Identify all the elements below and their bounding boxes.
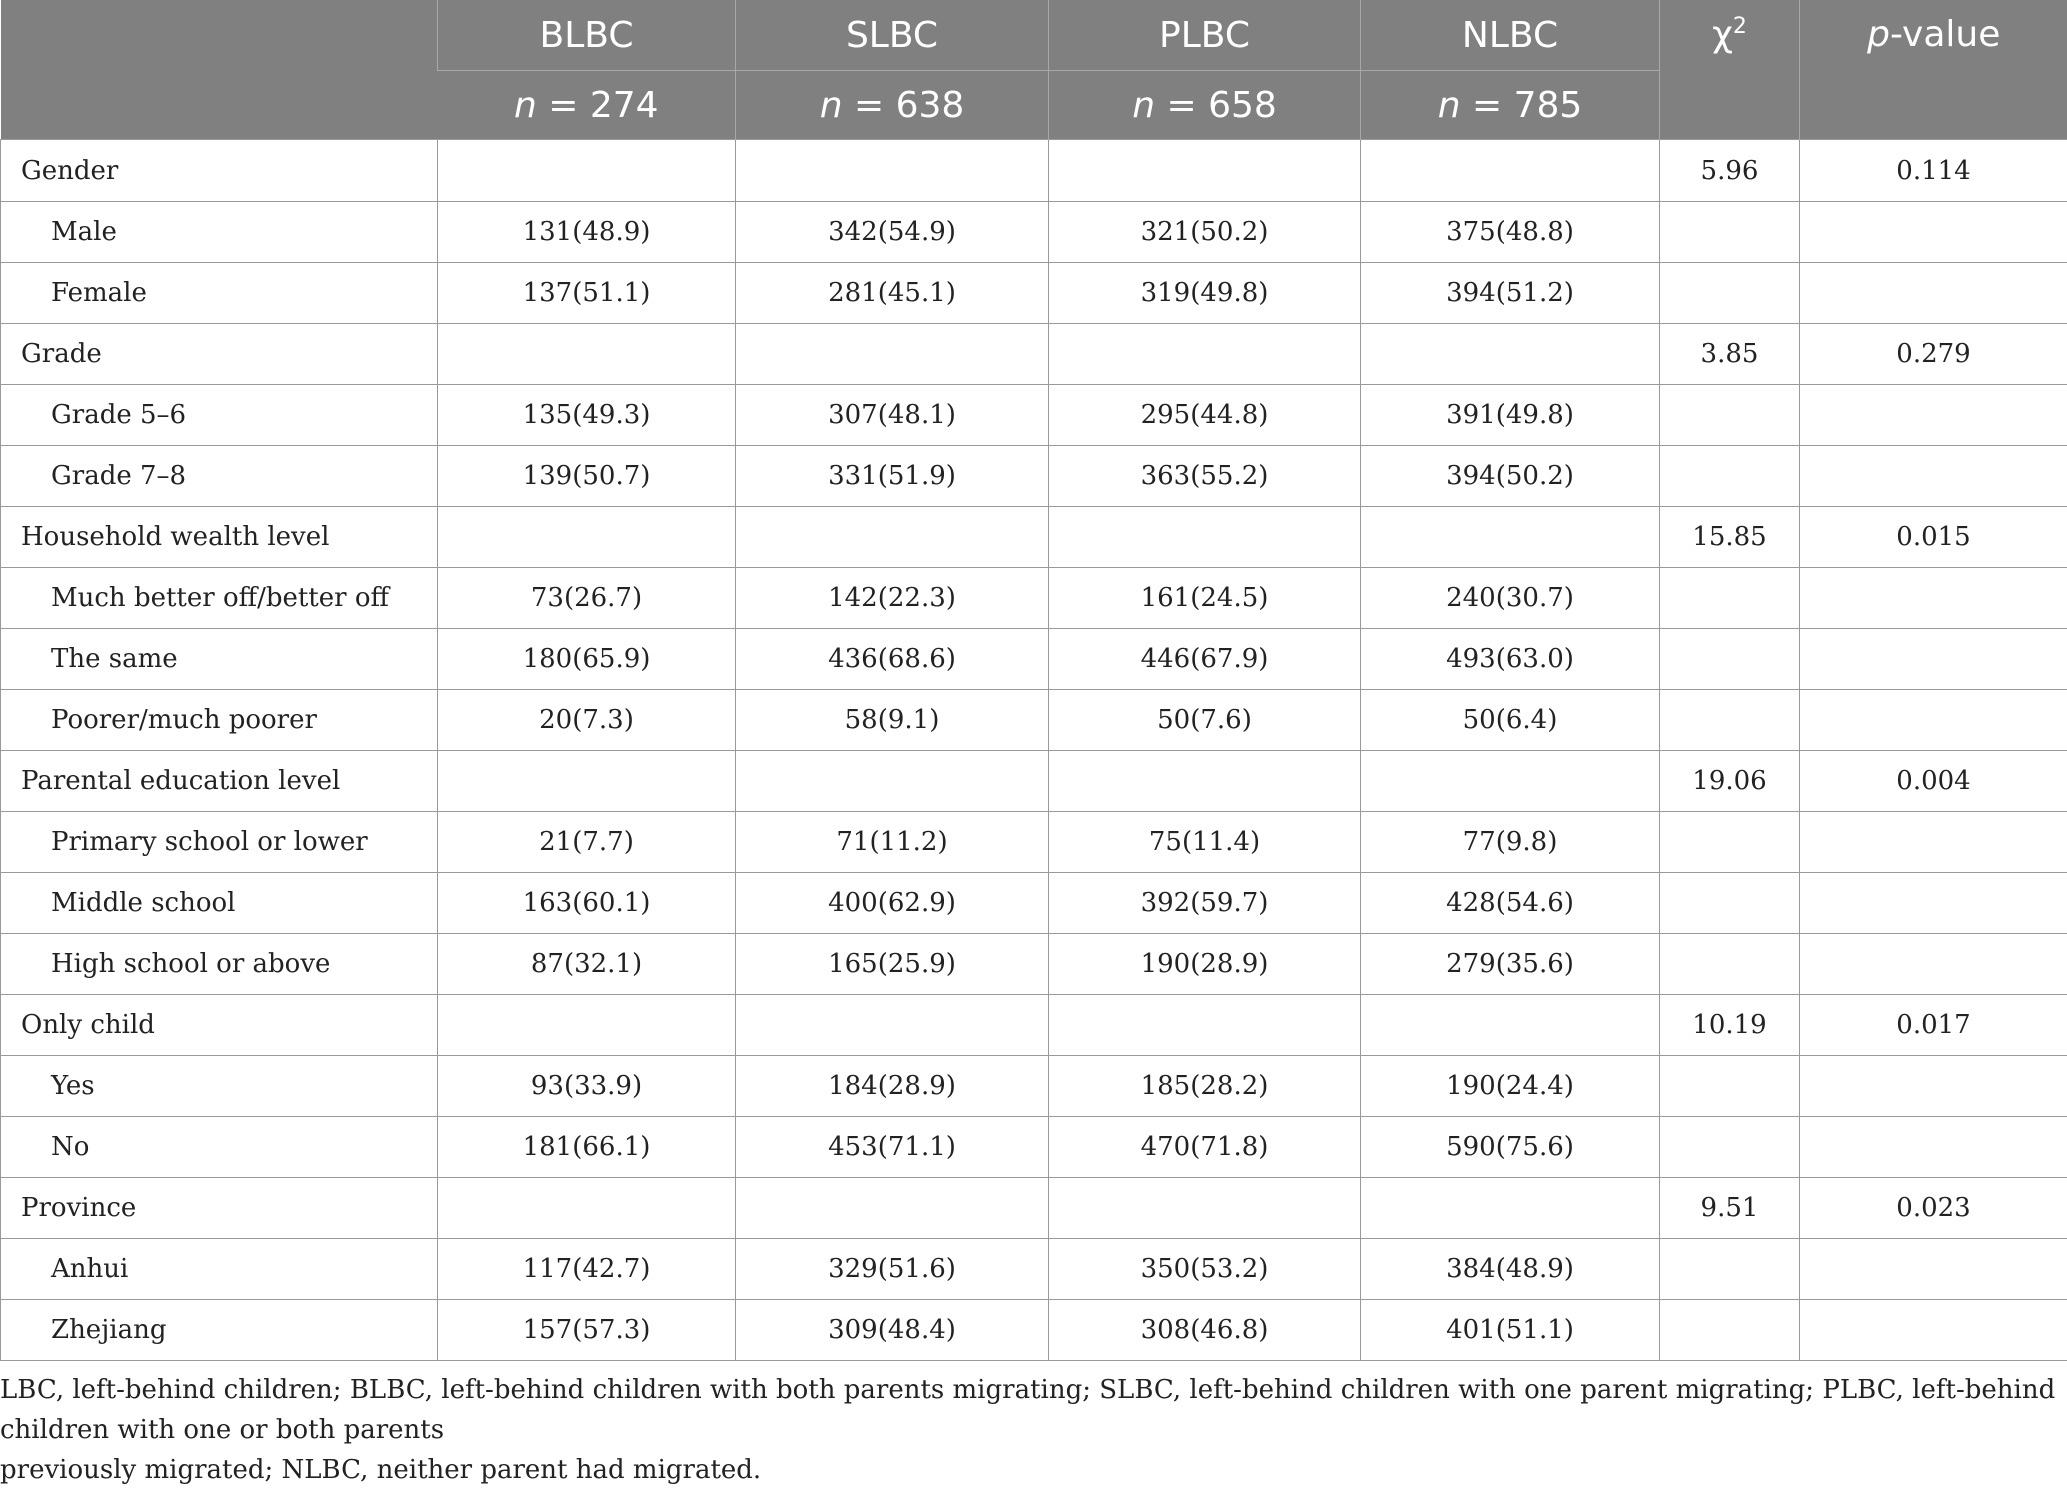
cell-value: 73(26.7) bbox=[438, 568, 736, 629]
row-label: Zhejiang bbox=[1, 1300, 438, 1361]
header-group-blbc: BLBC bbox=[438, 0, 736, 71]
cell-p-value: 0.017 bbox=[1800, 995, 2067, 1056]
cell-value: 428(54.6) bbox=[1361, 873, 1660, 934]
table-row bbox=[1, 568, 2067, 629]
cell-value: 384(48.9) bbox=[1361, 1239, 1660, 1300]
cell-p-value: 0.004 bbox=[1800, 751, 2067, 812]
header-chi-square bbox=[1660, 0, 1800, 140]
cell-value: 590(75.6) bbox=[1361, 1117, 1660, 1178]
cell-chi-square bbox=[1660, 629, 1800, 690]
n-symbol: n bbox=[820, 85, 843, 126]
cell-value bbox=[736, 995, 1049, 1056]
header-group-nlbc: NLBC bbox=[1361, 0, 1660, 71]
cell-value bbox=[1049, 751, 1361, 812]
header-n-nlbc bbox=[1361, 71, 1660, 140]
n-symbol: n bbox=[1132, 85, 1155, 126]
table-row bbox=[1, 263, 2067, 324]
cell-value: 446(67.9) bbox=[1049, 629, 1361, 690]
cell-p-value bbox=[1800, 934, 2067, 995]
cell-value: 394(50.2) bbox=[1361, 446, 1660, 507]
header-row-groups bbox=[1, 0, 2067, 71]
row-label: Middle school bbox=[1, 873, 438, 934]
cell-value: 50(7.6) bbox=[1049, 690, 1361, 751]
table-row bbox=[1, 690, 2067, 751]
cell-value bbox=[1049, 507, 1361, 568]
cell-chi-square: 9.51 bbox=[1660, 1178, 1800, 1239]
cell-p-value bbox=[1800, 1300, 2067, 1361]
cell-chi-square bbox=[1660, 934, 1800, 995]
cell-chi-square: 19.06 bbox=[1660, 751, 1800, 812]
header-group-slbc: SLBC bbox=[736, 0, 1049, 71]
cell-p-value bbox=[1800, 263, 2067, 324]
cell-p-value bbox=[1800, 446, 2067, 507]
cell-chi-square bbox=[1660, 690, 1800, 751]
cell-value: 190(28.9) bbox=[1049, 934, 1361, 995]
table-row bbox=[1, 1300, 2067, 1361]
cell-p-value bbox=[1800, 812, 2067, 873]
table-row bbox=[1, 1117, 2067, 1178]
row-group-label: Household wealth level bbox=[1, 507, 438, 568]
cell-value: 157(57.3) bbox=[438, 1300, 736, 1361]
row-label: Grade 7–8 bbox=[1, 446, 438, 507]
header-p-value bbox=[1800, 0, 2067, 140]
cell-value: 77(9.8) bbox=[1361, 812, 1660, 873]
cell-chi-square bbox=[1660, 873, 1800, 934]
cell-value: 401(51.1) bbox=[1361, 1300, 1660, 1361]
table-footnote bbox=[0, 1370, 2067, 1490]
cell-value: 329(51.6) bbox=[736, 1239, 1049, 1300]
row-label: Anhui bbox=[1, 1239, 438, 1300]
cell-p-value bbox=[1800, 1117, 2067, 1178]
cell-value bbox=[736, 324, 1049, 385]
cell-chi-square bbox=[1660, 385, 1800, 446]
row-label: No bbox=[1, 1117, 438, 1178]
cell-value: 342(54.9) bbox=[736, 202, 1049, 263]
n-symbol: n bbox=[514, 85, 537, 126]
cell-value: 391(49.8) bbox=[1361, 385, 1660, 446]
cell-value: 375(48.8) bbox=[1361, 202, 1660, 263]
footnote-line-2: previously migrated; NLBC, neither parent had migrated. bbox=[0, 1450, 2067, 1490]
cell-value bbox=[736, 751, 1049, 812]
cell-value bbox=[438, 995, 736, 1056]
table-row bbox=[1, 446, 2067, 507]
table-row bbox=[1, 934, 2067, 995]
cell-chi-square bbox=[1660, 1117, 1800, 1178]
cell-value bbox=[1361, 140, 1660, 202]
cell-value bbox=[1049, 1178, 1361, 1239]
cell-value bbox=[438, 507, 736, 568]
cell-value: 137(51.1) bbox=[438, 263, 736, 324]
cell-p-value: 0.279 bbox=[1800, 324, 2067, 385]
cell-value: 163(60.1) bbox=[438, 873, 736, 934]
table-row-group bbox=[1, 995, 2067, 1056]
cell-value bbox=[1361, 995, 1660, 1056]
table-row bbox=[1, 385, 2067, 446]
cell-value: 279(35.6) bbox=[1361, 934, 1660, 995]
cell-chi-square: 10.19 bbox=[1660, 995, 1800, 1056]
cell-value bbox=[438, 751, 736, 812]
cell-value bbox=[1361, 324, 1660, 385]
cell-p-value: 0.023 bbox=[1800, 1178, 2067, 1239]
cell-value: 131(48.9) bbox=[438, 202, 736, 263]
cell-value: 240(30.7) bbox=[1361, 568, 1660, 629]
n-value: = 658 bbox=[1155, 85, 1277, 126]
cell-chi-square bbox=[1660, 263, 1800, 324]
cell-value: 363(55.2) bbox=[1049, 446, 1361, 507]
chi-superscript: 2 bbox=[1733, 14, 1747, 39]
cell-p-value bbox=[1800, 1056, 2067, 1117]
cell-chi-square bbox=[1660, 202, 1800, 263]
row-label: Grade 5–6 bbox=[1, 385, 438, 446]
header-blank-cell bbox=[1, 0, 438, 140]
row-label: Primary school or lower bbox=[1, 812, 438, 873]
table-row bbox=[1, 873, 2067, 934]
cell-value bbox=[1361, 507, 1660, 568]
cell-value: 181(66.1) bbox=[438, 1117, 736, 1178]
table-header bbox=[1, 0, 2067, 140]
cell-chi-square: 3.85 bbox=[1660, 324, 1800, 385]
cell-p-value: 0.114 bbox=[1800, 140, 2067, 202]
cell-value: 453(71.1) bbox=[736, 1117, 1049, 1178]
footnote-line-1: LBC, left-behind children; BLBC, left-behind children with both parents migrating; SLBC, left-behind children with one parent migrating; PLBC, left-behind children with one or both parents bbox=[0, 1370, 2067, 1450]
table-row bbox=[1, 629, 2067, 690]
cell-p-value bbox=[1800, 202, 2067, 263]
cell-value: 493(63.0) bbox=[1361, 629, 1660, 690]
row-label: Female bbox=[1, 263, 438, 324]
cell-value: 308(46.8) bbox=[1049, 1300, 1361, 1361]
row-label: Yes bbox=[1, 1056, 438, 1117]
row-label: Poorer/much poorer bbox=[1, 690, 438, 751]
cell-p-value bbox=[1800, 1239, 2067, 1300]
n-value: = 638 bbox=[843, 85, 965, 126]
table-row-group bbox=[1, 507, 2067, 568]
cell-value: 180(65.9) bbox=[438, 629, 736, 690]
cell-value: 185(28.2) bbox=[1049, 1056, 1361, 1117]
cell-value bbox=[1049, 140, 1361, 202]
row-label: High school or above bbox=[1, 934, 438, 995]
table-row-group bbox=[1, 751, 2067, 812]
cell-value: 142(22.3) bbox=[736, 568, 1049, 629]
cell-value: 139(50.7) bbox=[438, 446, 736, 507]
cell-chi-square bbox=[1660, 1300, 1800, 1361]
row-label: Male bbox=[1, 202, 438, 263]
cell-value bbox=[736, 1178, 1049, 1239]
cell-value: 20(7.3) bbox=[438, 690, 736, 751]
row-group-label: Grade bbox=[1, 324, 438, 385]
cell-value: 281(45.1) bbox=[736, 263, 1049, 324]
cell-value: 165(25.9) bbox=[736, 934, 1049, 995]
cell-value bbox=[1361, 751, 1660, 812]
row-group-label: Gender bbox=[1, 140, 438, 202]
cell-value: 93(33.9) bbox=[438, 1056, 736, 1117]
cell-value: 319(49.8) bbox=[1049, 263, 1361, 324]
cell-value bbox=[736, 507, 1049, 568]
cell-value: 161(24.5) bbox=[1049, 568, 1361, 629]
cell-value bbox=[438, 140, 736, 202]
cell-value bbox=[438, 324, 736, 385]
p-value-suffix: -value bbox=[1890, 14, 2000, 55]
cell-value: 394(51.2) bbox=[1361, 263, 1660, 324]
cell-p-value bbox=[1800, 385, 2067, 446]
p-italic: p bbox=[1867, 14, 1890, 55]
chi-symbol: χ bbox=[1712, 14, 1733, 55]
cell-value: 87(32.1) bbox=[438, 934, 736, 995]
header-n-plbc bbox=[1049, 71, 1361, 140]
row-label: Much better off/better off bbox=[1, 568, 438, 629]
cell-value: 392(59.7) bbox=[1049, 873, 1361, 934]
cell-value: 470(71.8) bbox=[1049, 1117, 1361, 1178]
table-row-group bbox=[1, 140, 2067, 202]
cell-p-value bbox=[1800, 629, 2067, 690]
cell-chi-square bbox=[1660, 812, 1800, 873]
table-row bbox=[1, 1056, 2067, 1117]
cell-value bbox=[736, 140, 1049, 202]
cell-value: 331(51.9) bbox=[736, 446, 1049, 507]
n-value: = 274 bbox=[537, 85, 659, 126]
table-row-group bbox=[1, 1178, 2067, 1239]
cell-chi-square: 15.85 bbox=[1660, 507, 1800, 568]
cell-value: 350(53.2) bbox=[1049, 1239, 1361, 1300]
header-group-plbc: PLBC bbox=[1049, 0, 1361, 71]
cell-chi-square: 5.96 bbox=[1660, 140, 1800, 202]
row-group-label: Parental education level bbox=[1, 751, 438, 812]
cell-chi-square bbox=[1660, 568, 1800, 629]
cell-value: 184(28.9) bbox=[736, 1056, 1049, 1117]
table-body bbox=[1, 140, 2067, 1361]
cell-value: 400(62.9) bbox=[736, 873, 1049, 934]
cell-value bbox=[1049, 995, 1361, 1056]
cell-value: 117(42.7) bbox=[438, 1239, 736, 1300]
cell-chi-square bbox=[1660, 1056, 1800, 1117]
row-group-label: Only child bbox=[1, 995, 438, 1056]
n-symbol: n bbox=[1438, 85, 1461, 126]
cell-p-value bbox=[1800, 568, 2067, 629]
cell-value bbox=[1049, 324, 1361, 385]
table-row-group bbox=[1, 324, 2067, 385]
row-group-label: Province bbox=[1, 1178, 438, 1239]
cell-value: 75(11.4) bbox=[1049, 812, 1361, 873]
cell-value: 190(24.4) bbox=[1361, 1056, 1660, 1117]
table-row bbox=[1, 1239, 2067, 1300]
header-n-blbc bbox=[438, 71, 736, 140]
cell-chi-square bbox=[1660, 446, 1800, 507]
cell-value: 21(7.7) bbox=[438, 812, 736, 873]
cell-value: 307(48.1) bbox=[736, 385, 1049, 446]
cell-value: 309(48.4) bbox=[736, 1300, 1049, 1361]
cell-chi-square bbox=[1660, 1239, 1800, 1300]
cell-value: 71(11.2) bbox=[736, 812, 1049, 873]
n-value: = 785 bbox=[1461, 85, 1583, 126]
cell-p-value: 0.015 bbox=[1800, 507, 2067, 568]
cell-value: 321(50.2) bbox=[1049, 202, 1361, 263]
row-label: The same bbox=[1, 629, 438, 690]
cell-value: 436(68.6) bbox=[736, 629, 1049, 690]
cell-p-value bbox=[1800, 690, 2067, 751]
header-n-slbc bbox=[736, 71, 1049, 140]
table-row bbox=[1, 812, 2067, 873]
table-row bbox=[1, 202, 2067, 263]
cell-p-value bbox=[1800, 873, 2067, 934]
cell-value: 58(9.1) bbox=[736, 690, 1049, 751]
cell-value bbox=[1361, 1178, 1660, 1239]
cell-value: 135(49.3) bbox=[438, 385, 736, 446]
cell-value: 50(6.4) bbox=[1361, 690, 1660, 751]
cell-value: 295(44.8) bbox=[1049, 385, 1361, 446]
cell-value bbox=[438, 1178, 736, 1239]
